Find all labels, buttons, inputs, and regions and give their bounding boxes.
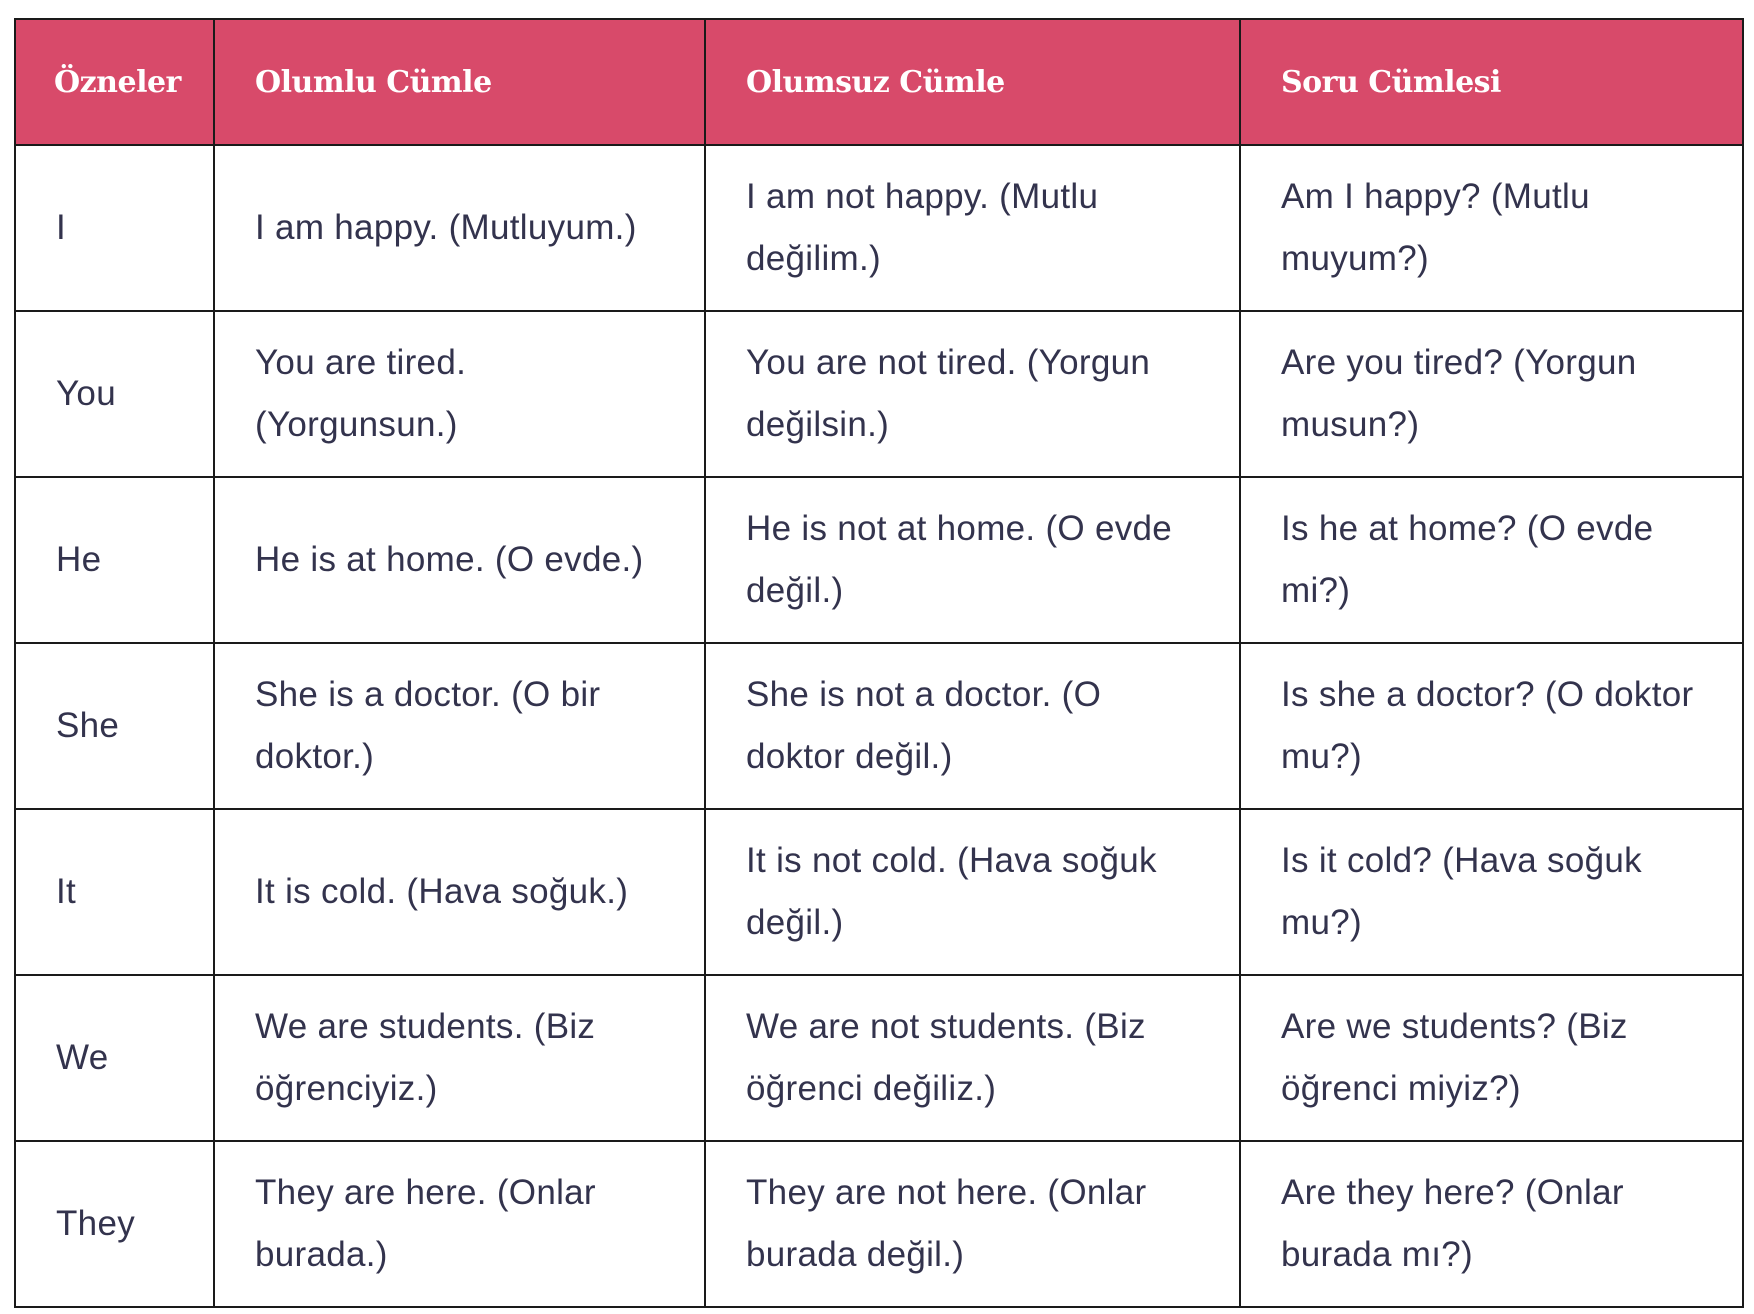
table-row — [15, 643, 1743, 809]
table-row — [15, 145, 1743, 311]
subject-cell: I — [15, 145, 214, 311]
table-row — [15, 1141, 1743, 1307]
negative-cell: I am not happy. (Mutlu değilim.) — [705, 145, 1240, 311]
grammar-table — [14, 18, 1744, 1308]
positive-cell: They are here. (Onlar burada.) — [214, 1141, 705, 1307]
header-negative-sentence: Olumsuz Cümle — [705, 19, 1240, 145]
positive-cell: You are tired. (Yorgunsun.) — [214, 311, 705, 477]
negative-cell: They are not here. (Onlar burada değil.) — [705, 1141, 1240, 1307]
question-cell: Are you tired? (Yorgun musun?) — [1240, 311, 1743, 477]
negative-cell: You are not tired. (Yorgun değilsin.) — [705, 311, 1240, 477]
question-cell: Am I happy? (Mutlu muyum?) — [1240, 145, 1743, 311]
table-header — [15, 19, 1743, 145]
subject-cell: We — [15, 975, 214, 1141]
subject-cell: She — [15, 643, 214, 809]
table-body — [15, 145, 1743, 1307]
positive-cell: She is a doctor. (O bir doktor.) — [214, 643, 705, 809]
negative-cell: He is not at home. (O evde değil.) — [705, 477, 1240, 643]
header-positive-sentence: Olumlu Cümle — [214, 19, 705, 145]
subject-cell: You — [15, 311, 214, 477]
table-row — [15, 809, 1743, 975]
subject-cell: They — [15, 1141, 214, 1307]
subject-cell: He — [15, 477, 214, 643]
negative-cell: We are not students. (Biz öğrenci değiliz.) — [705, 975, 1240, 1141]
question-cell: Is he at home? (O evde mi?) — [1240, 477, 1743, 643]
question-cell: Are we students? (Biz öğrenci miyiz?) — [1240, 975, 1743, 1141]
subject-cell: It — [15, 809, 214, 975]
positive-cell: He is at home. (O evde.) — [214, 477, 705, 643]
question-cell: Is it cold? (Hava soğuk mu?) — [1240, 809, 1743, 975]
negative-cell: She is not a doctor. (O doktor değil.) — [705, 643, 1240, 809]
table-row — [15, 477, 1743, 643]
positive-cell: We are students. (Biz öğrenciyiz.) — [214, 975, 705, 1141]
table-row — [15, 311, 1743, 477]
header-subjects: Özneler — [15, 19, 214, 145]
positive-cell: It is cold. (Hava soğuk.) — [214, 809, 705, 975]
header-row — [15, 19, 1743, 145]
question-cell: Are they here? (Onlar burada mı?) — [1240, 1141, 1743, 1307]
header-question-sentence: Soru Cümlesi — [1240, 19, 1743, 145]
question-cell: Is she a doctor? (O doktor mu?) — [1240, 643, 1743, 809]
negative-cell: It is not cold. (Hava soğuk değil.) — [705, 809, 1240, 975]
table-row — [15, 975, 1743, 1141]
positive-cell: I am happy. (Mutluyum.) — [214, 145, 705, 311]
